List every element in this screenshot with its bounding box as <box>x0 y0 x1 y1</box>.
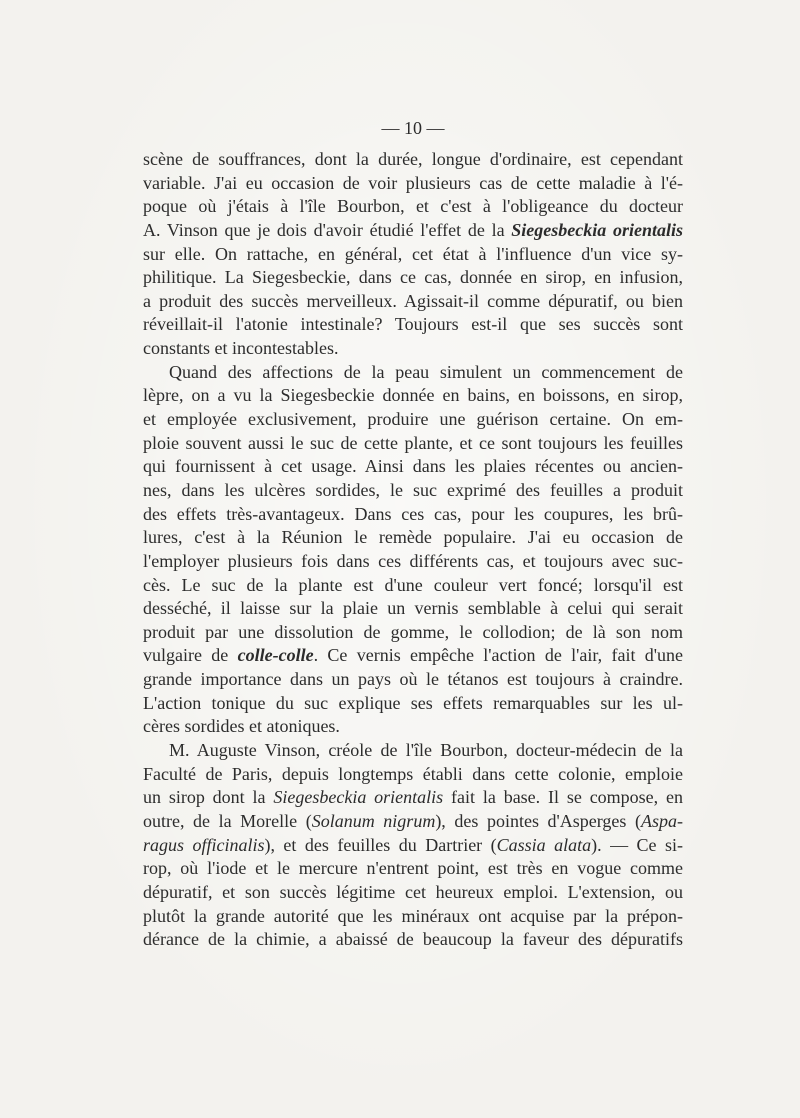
text-line <box>143 432 683 456</box>
text-line <box>143 243 683 267</box>
text-line <box>143 361 683 385</box>
line-text: L'action tonique du suc explique ses effets remarquables sur les ul- <box>143 692 683 713</box>
text-run: fait la base. Il se compose, en <box>443 787 684 808</box>
line-text <box>143 810 683 834</box>
text-run: outre, de la Morelle ( <box>143 810 312 831</box>
text-line <box>143 597 683 621</box>
botanical-name: Cassia alata <box>496 834 592 855</box>
vernacular-name: colle-colle <box>237 645 314 666</box>
text-line <box>143 905 683 929</box>
line-text: variable. J'ai eu occasion de voir plusieurs cas de cette maladie à l'é- <box>143 172 683 193</box>
text-line <box>143 337 683 361</box>
text-line <box>143 148 683 172</box>
text-line <box>143 574 683 598</box>
botanical-name: ragus officinalis <box>143 834 265 855</box>
text-run: ), des pointes d'Asperges ( <box>435 810 641 831</box>
line-text: l'employer plusieurs fois dans ces différents cas, et toujours avec suc- <box>143 550 683 571</box>
text-line <box>143 219 683 243</box>
line-text: rop, où l'iode et le mercure n'entrent point, est très en vogue comme <box>143 858 683 879</box>
line-text <box>143 786 683 810</box>
line-text: lures, c'est à la Réunion le remède populaire. J'ai eu occasion de <box>143 527 683 548</box>
paragraph <box>143 361 683 739</box>
line-text: desséché, il laisse sur la plaie un vernis semblable à celui qui serait <box>143 598 683 619</box>
paragraph <box>143 739 683 952</box>
line-text: constants et incontestables. <box>143 338 339 359</box>
line-text: sur elle. On rattache, en général, cet état à l'influence d'un vice sy- <box>143 243 683 264</box>
text-line <box>143 763 683 787</box>
line-text: qui fournissent à cet usage. Ainsi dans les plaies récentes ou ancien- <box>143 456 683 477</box>
line-text: des effets très-avantageux. Dans ces cas, pour les coupures, les brû- <box>143 503 683 524</box>
line-text: réveillait-il l'atonie intestinale? Toujours est-il que ses succès sont <box>143 314 683 335</box>
text-line <box>143 739 683 763</box>
text-run: ). — Ce si- <box>591 834 683 855</box>
text-line <box>143 195 683 219</box>
line-text: lèpre, on a vu la Siegesbeckie donnée en bains, en boissons, en sirop, <box>143 385 683 406</box>
line-text: ploie souvent aussi le suc de cette plante, et ce sont toujours les feuilles <box>143 432 683 453</box>
text-line <box>143 408 683 432</box>
text-block <box>143 148 683 952</box>
text-line <box>143 266 683 290</box>
line-text: Faculté de Paris, depuis longtemps établi dans cette colonie, emploie <box>143 763 683 784</box>
line-text: cès. Le suc de la plante est d'une couleur vert foncé; lorsqu'il est <box>143 574 683 595</box>
line-text: grande importance dans un pays où le tétanos est toujours à craindre. <box>143 669 683 690</box>
line-text <box>143 834 683 858</box>
text-line <box>143 313 683 337</box>
text-line <box>143 172 683 196</box>
line-text: produit par une dissolution de gomme, le collodion; de là son nom <box>143 621 683 642</box>
botanical-name: Solanum nigrum <box>311 810 436 831</box>
paragraph <box>143 148 683 361</box>
line-text: nes, dans les ulcères sordides, le suc exprimé des feuilles a produit <box>143 479 683 500</box>
text-line <box>143 644 683 668</box>
line-text: M. Auguste Vinson, créole de l'île Bourbon, docteur-médecin de la <box>169 740 683 761</box>
text-line <box>143 526 683 550</box>
text-line <box>143 479 683 503</box>
text-line <box>143 290 683 314</box>
page-number: — 10 — <box>381 118 445 138</box>
botanical-name: Siegesbeckia orientalis <box>273 787 444 808</box>
line-text: dépuratif, et son succès légitime cet heureux emploi. L'extension, ou <box>143 881 683 902</box>
line-text: cères sordides et atoniques. <box>143 716 340 737</box>
text-line <box>143 810 683 834</box>
line-text: scène de souffrances, dont la durée, longue d'ordinaire, est cependant <box>143 149 683 169</box>
text-line <box>143 834 683 858</box>
text-line <box>143 384 683 408</box>
text-line <box>143 550 683 574</box>
line-text: et employée exclusivement, produire une guérison certaine. On em- <box>143 409 683 430</box>
text-run: A. Vinson que je dois d'avoir étudié l'effet de la <box>143 219 512 240</box>
text-line <box>143 857 683 881</box>
botanical-name: Siegesbeckia orientalis <box>511 219 683 240</box>
botanical-name: Aspa- <box>640 810 683 831</box>
line-text: dérance de la chimie, a abaissé de beaucoup la faveur des dépuratifs <box>143 929 683 950</box>
text-run: un sirop dont la <box>143 787 274 808</box>
line-text: plutôt la grande autorité que les minéraux ont acquise par la prépon- <box>143 905 683 926</box>
line-text: poque où j'étais à l'île Bourbon, et c'est à l'obligeance du docteur <box>143 196 683 217</box>
text-line <box>143 455 683 479</box>
text-line <box>143 715 683 739</box>
text-line <box>143 668 683 692</box>
line-text <box>143 219 683 243</box>
line-text: Quand des affections de la peau simulent un commencement de <box>169 361 683 382</box>
text-line <box>143 928 683 952</box>
text-run: . Ce vernis empêche l'action de l'air, fait d'une <box>313 645 683 666</box>
text-line <box>143 503 683 527</box>
text-line <box>143 692 683 716</box>
line-text: philitique. La Siegesbeckie, dans ce cas, donnée en sirop, en infusion, <box>143 267 683 288</box>
line-text <box>143 644 683 668</box>
text-run: ), et des feuilles du Dartrier ( <box>264 834 497 855</box>
text-line <box>143 786 683 810</box>
text-line <box>143 621 683 645</box>
text-run: vulgaire de <box>143 645 238 666</box>
line-text: a produit des succès merveilleux. Agissait-il comme dépuratif, ou bien <box>143 290 683 311</box>
text-line <box>143 881 683 905</box>
